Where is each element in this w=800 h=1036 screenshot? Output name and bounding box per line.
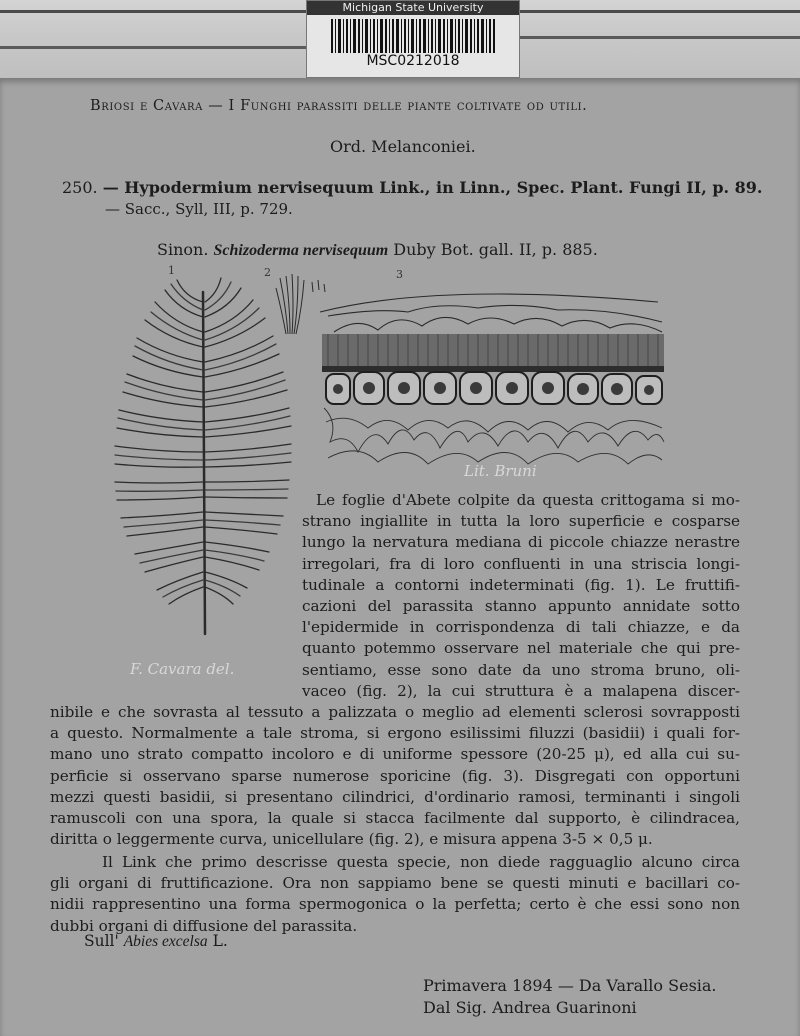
text-line: diritta o leggermente curva, unicellulare (fig. 2), e misura appena 3-5 × 0,5 μ. — [50, 830, 653, 849]
publication-title: I Funghi parassiti delle piante coltivate od utili. — [228, 98, 588, 114]
divider — [518, 36, 800, 39]
text-line: vaceo (fig. 2), la cui struttura è a malapena discer- — [302, 681, 740, 700]
barcode-label — [306, 0, 520, 78]
synonym-name: Schizoderma nervisequum — [213, 242, 389, 259]
text-line: a questo. Normalmente a tale stroma, si ergono esilissimi filuzzi (basidii) i quali for- — [50, 724, 740, 743]
barcode-graphic — [331, 19, 495, 53]
lithographer-signature: Lit. Bruni — [464, 462, 537, 480]
entry-number: 250. — [62, 178, 98, 197]
divider — [518, 10, 800, 13]
institution-name: Michigan State University — [307, 1, 519, 15]
fir-branch-illustration — [105, 272, 295, 642]
host-line — [84, 932, 228, 951]
collector: Dal Sig. Andrea Guarinoni — [423, 998, 637, 1017]
text-line: cazioni del parassita stanno appunto annidate sotto — [302, 597, 740, 616]
cross-section-illustration — [318, 272, 668, 472]
text-line: l'epidermide in corrispondenza di tali chiazze, e da — [302, 618, 740, 637]
authors: Briosi e Cavara — [90, 98, 203, 114]
taxonomic-order: Ord. Melanconiei. — [330, 137, 476, 156]
figure-label-1: 1 — [168, 264, 175, 277]
text-line: nibile e che sovrasta al tessuto a palizzata o meglio ad elementi sclerosi sovrapposti — [50, 703, 740, 721]
text-line: tudinale a contorni indeterminati (fig. 1). Le fruttifi- — [302, 575, 740, 594]
text-line: perficie si osservano sparse numerose sporicine (fig. 3). Disgregati con opportuni — [50, 766, 740, 785]
species-entry — [62, 178, 763, 197]
text-line: irregolari, fra di loro confluenti in una striscia longi- — [302, 554, 740, 573]
synonym-prefix: Sinon. — [157, 240, 209, 259]
divider — [0, 10, 306, 13]
figure-label-3: 3 — [396, 268, 403, 281]
host-prefix: Sull' — [84, 932, 119, 950]
header-dash: — — [208, 98, 224, 114]
text-line: Le foglie d'Abete colpite da questa crittogama si mo- — [316, 491, 740, 509]
species-citation: — Hypodermium nervisequum Link., in Linn., Spec. Plant. Fungi II, p. 89. — [102, 178, 763, 197]
synonym-line — [157, 240, 598, 260]
text-line: dubbi organi di diffusione del parassita. — [50, 916, 358, 935]
divider — [0, 46, 306, 49]
figure-label-2: 2 — [264, 266, 271, 279]
text-line: nidii rappresentino una forma spermogonica o la perfetta; certo è che essi sono non — [50, 895, 740, 914]
host-name: Abies excelsa — [123, 933, 208, 950]
artist-signature: F. Cavara del. — [130, 660, 235, 678]
description-second-paragraph — [50, 852, 740, 937]
publication-header — [90, 98, 587, 114]
text-line: mano uno strato compatto incoloro e di uniforme spessore (20-25 μ), ed alla cui su- — [50, 745, 740, 764]
text-line: quanto potemmo osservare nel materiale che qui pre- — [302, 639, 740, 658]
text-line: gli organi di fruttificazione. Ora non sappiamo bene se questi minuti e bacillari co- — [50, 874, 740, 893]
host-suffix: L. — [212, 932, 228, 950]
reference-line: — Sacc., Syll, III, p. 729. — [105, 200, 293, 218]
synonym-reference: Duby Bot. gall. II, p. 885. — [393, 240, 598, 259]
text-line: strano ingiallite in tutta la loro superficie e cosparse — [302, 512, 740, 531]
collection-date-place: Primavera 1894 — Da Varallo Sesia. — [423, 976, 717, 995]
text-line: mezzi questi basidii, si presentano cilindrici, d'ordinario ramosi, terminanti i singoli — [50, 787, 740, 806]
description-wide-column — [50, 702, 740, 850]
text-line: lungo la nervatura mediana di piccole chiazze nerastre — [302, 533, 740, 552]
text-line: Il Link che primo descrisse questa specie, non diede ragguaglio alcuno circa — [102, 853, 740, 871]
text-line: ramuscoli con una spora, la quale si stacca facilmente dal supporto, è cilindracea, — [50, 809, 740, 828]
description-narrow-column — [302, 490, 740, 702]
barcode-number: MSC0212018 — [366, 53, 460, 69]
text-line: sentiamo, esse sono date da uno stroma bruno, oli- — [302, 660, 740, 679]
